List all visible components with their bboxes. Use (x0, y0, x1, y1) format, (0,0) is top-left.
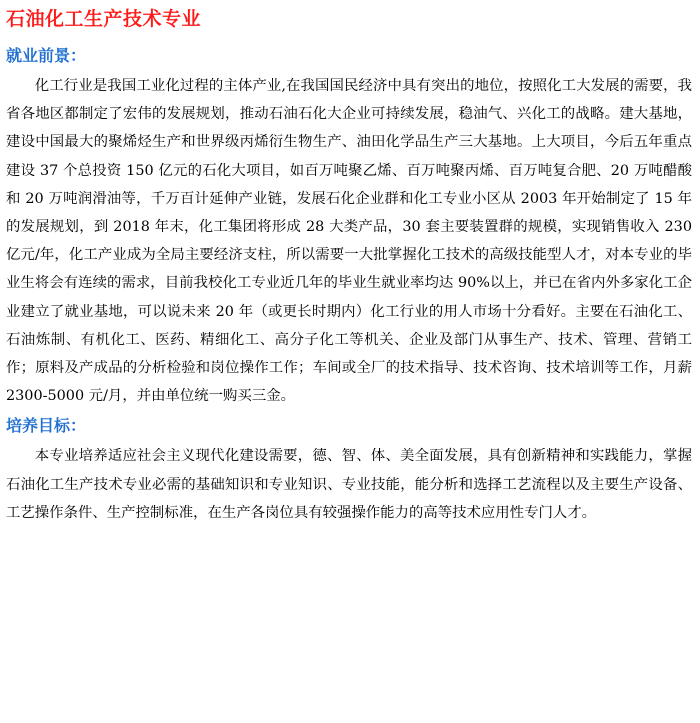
page-title: 石油化工生产技术专业 (6, 8, 202, 30)
goals-paragraph: 本专业培养适应社会主义现代化建设需要，德、智、体、美全面发展，具有创新精神和实践能力，掌握石油化工生产技术专业必需的基础知识和专业知识、专业技能，能分析和选择工艺流程以及主要生产设备、工艺操作条件、生产控制标准，在生产各岗位具有较强操作能力的高等技术应用性专门人才。 (6, 448, 692, 521)
section-employment-prospects (6, 44, 692, 410)
section-heading-goals: 培养目标： (6, 416, 87, 436)
employment-paragraph: 化工行业是我国工业化过程的主体产业,在我国国民经济中具有突出的地位，按照化工大发展的需要，我省各地区都制定了宏伟的发展规划，推动石油石化大企业可持续发展，稳油气、兴化工的战略。建大基地，建设中国最大的聚烯烃生产和世界级丙烯衍生物生产、油田化学品生产三大基地。上大项目，今后五年重点建设 37 个总投资 150 亿元的石化大项目，如百万吨聚乙烯、百万吨聚丙烯、百万吨复合肥、20 万吨醋酸和 20 万吨润滑油等，千万百计延伸产业链，发展石化企业群和化工专业小区从 2003 年开始制定了 15 年的发展规划，到 2018 年末，化工集团将形成 28 大类产品，30 套主要装置群的规模，实现销售收入 230 亿元/年，化工产业成为全局主要经济支柱，所以需要一大批掌握化工技术的高级技能型人才，对本专业的毕业生将会有连续的需求，目前我校化工专业近几年的毕业生就业率均达 90%以上，并已在省内外多家化工企业建立了就业基地，可以说未来 20 年（或更长时期内）化工行业的用人市场十分看好。主要在石油化工、石油炼制、有机化工、医药、精细化工、高分子化工等机关、企业及部门从事生产、技术、管理、营销工作；原料及产成品的分析检验和岗位操作工作；车间或全厂的技术指导、技术咨询、技术培训等工作，月薪 2300-5000 元/月，并由单位统一购买三金。 (6, 78, 692, 405)
section-training-goals (6, 414, 692, 527)
section-heading-employment: 就业前景： (6, 46, 87, 65)
